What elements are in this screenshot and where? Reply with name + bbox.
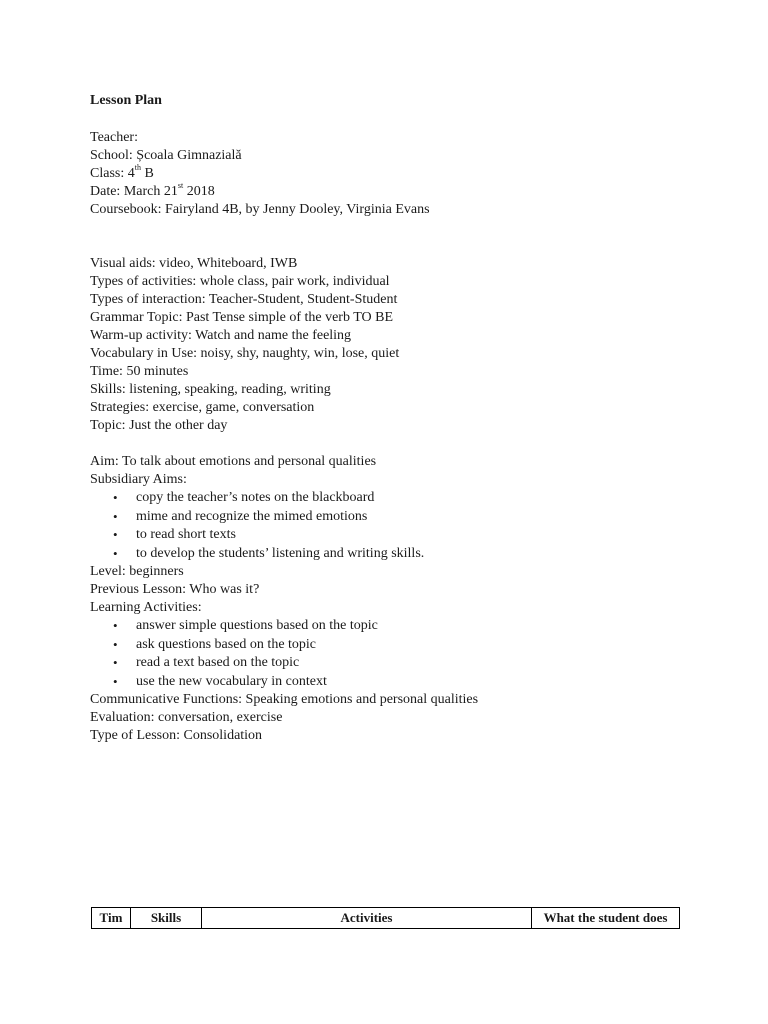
lesson-plan-document (90, 92, 690, 745)
grammar-topic-line: Grammar Topic: Past Tense simple of the verb TO BE (90, 310, 394, 325)
class-ordinal-suffix: th (134, 163, 141, 173)
lesson-plan-table (91, 907, 680, 929)
school-line: School: Școala Gimnazială (90, 148, 242, 163)
subsidiary-aims-label: Subsidiary Aims: (90, 472, 187, 487)
column-header-activities: Activities (202, 908, 532, 929)
date-line (90, 183, 690, 201)
previous-lesson-line: Previous Lesson: Who was it? (90, 582, 260, 597)
coursebook-line: Coursebook: Fairyland 4B, by Jenny Dooley, Virginia Evans (90, 202, 430, 217)
list-item (90, 673, 690, 692)
bullet-icon: • (113, 490, 118, 505)
warm-up-line: Warm-up activity: Watch and name the feeling (90, 328, 352, 343)
bullet-icon: • (113, 618, 118, 633)
learning-activities-label: Learning Activities: (90, 600, 202, 615)
vocabulary-line: Vocabulary in Use: noisy, shy, naughty, win, lose, quiet (90, 346, 400, 361)
spacer (90, 435, 690, 453)
lesson-details (90, 255, 690, 435)
list-item (90, 508, 690, 527)
evaluation-line: Evaluation: conversation, exercise (90, 710, 283, 725)
type-of-lesson-line: Type of Lesson: Consolidation (90, 728, 263, 743)
bullet-icon: • (113, 655, 118, 670)
communicative-functions-line: Communicative Functions: Speaking emotions and personal qualities (90, 692, 479, 707)
bullet-icon: • (113, 673, 118, 689)
column-header-skills: Skills (131, 908, 202, 929)
level-line: Level: beginners (90, 564, 184, 579)
topic-line: Topic: Just the other day (90, 418, 228, 433)
time-line: Time: 50 minutes (90, 364, 189, 379)
spacer (90, 219, 690, 255)
column-header-time: Tim (92, 908, 131, 929)
document-title: Lesson Plan (90, 93, 162, 108)
list-item-text: to read short texts (136, 527, 236, 542)
list-item-text: mime and recognize the mimed emotions (136, 508, 368, 524)
date-year: 2018 (183, 184, 215, 199)
interaction-types-line: Types of interaction: Teacher-Student, Student-Student (90, 292, 398, 307)
column-header-student-does: What the student does (532, 908, 680, 929)
date-ordinal-suffix: st (177, 181, 184, 191)
skills-line: Skills: listening, speaking, reading, writing (90, 382, 331, 397)
visual-aids-line: Visual aids: video, Whiteboard, IWB (90, 256, 298, 271)
bullet-icon: • (113, 636, 118, 652)
list-item-text: use the new vocabulary in context (136, 673, 327, 689)
list-item-text: read a text based on the topic (136, 655, 300, 670)
strategies-line: Strategies: exercise, game, conversation (90, 400, 315, 415)
bullet-icon: • (113, 508, 118, 524)
list-item (90, 636, 690, 655)
list-item (90, 617, 690, 636)
list-item (90, 545, 690, 564)
class-text: Class: 4 (90, 166, 135, 181)
table-header-row (92, 908, 680, 929)
teacher-line: Teacher: (90, 130, 138, 145)
subsidiary-aims-list (90, 489, 690, 563)
list-item (90, 526, 690, 545)
list-item-text: answer simple questions based on the topic (136, 618, 378, 633)
list-item-text: ask questions based on the topic (136, 636, 317, 652)
bullet-icon: • (113, 545, 118, 561)
learning-activities-list (90, 617, 690, 691)
list-item (90, 489, 690, 508)
activity-types-line: Types of activities: whole class, pair work, individual (90, 274, 390, 289)
bullet-icon: • (113, 527, 118, 542)
date-text: Date: March 21 (90, 184, 178, 199)
list-item-text: copy the teacher’s notes on the blackboard (136, 490, 375, 505)
aim-line: Aim: To talk about emotions and personal qualities (90, 454, 377, 469)
class-section: B (140, 166, 154, 181)
list-item (90, 654, 690, 673)
list-item-text: to develop the students’ listening and writing skills. (136, 545, 425, 561)
